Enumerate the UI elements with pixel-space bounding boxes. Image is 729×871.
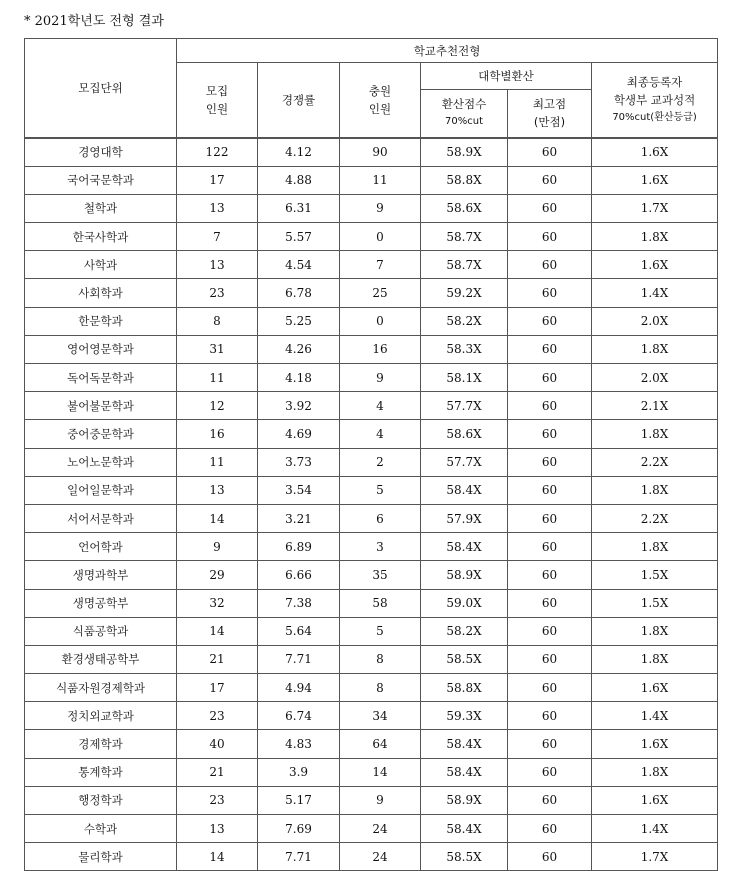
max-score-cell: 60 [508,786,592,814]
quota-cell: 14 [177,843,258,871]
unit-cell: 식품공학과 [25,617,177,645]
table-row [25,251,718,279]
table-row [25,223,718,251]
quota-cell: 12 [177,392,258,420]
max-score-cell: 60 [508,702,592,730]
quota-cell: 13 [177,815,258,843]
max-score-cell: 60 [508,730,592,758]
header-max-score: 최고점 (만점) [508,90,592,138]
additional-cell: 9 [340,364,421,392]
competition-rate-cell: 7.38 [258,589,340,617]
converted-score-cell: 58.9X [421,138,508,167]
competition-rate-cell: 7.69 [258,815,340,843]
unit-cell: 한문학과 [25,307,177,335]
unit-cell: 생명과학부 [25,561,177,589]
additional-cell: 6 [340,504,421,532]
grade-cell: 1.8X [592,645,718,673]
table-row [25,730,718,758]
quota-cell: 23 [177,786,258,814]
converted-score-cell: 58.9X [421,561,508,589]
additional-cell: 64 [340,730,421,758]
additional-cell: 9 [340,194,421,222]
competition-rate-cell: 6.74 [258,702,340,730]
table-row [25,279,718,307]
grade-cell: 1.8X [592,476,718,504]
grade-cell: 1.4X [592,702,718,730]
quota-cell: 9 [177,533,258,561]
header-school-recommendation: 학교추천전형 [177,39,718,63]
quota-cell: 16 [177,420,258,448]
converted-score-cell: 58.4X [421,533,508,561]
header-final-registrant: 최종등록자 학생부 교과성적 70%cut(환산등급) [592,63,718,138]
max-score-cell: 60 [508,138,592,167]
quota-cell: 14 [177,617,258,645]
grade-cell: 1.5X [592,561,718,589]
additional-cell: 16 [340,335,421,363]
grade-cell: 1.5X [592,589,718,617]
additional-cell: 2 [340,448,421,476]
competition-rate-cell: 5.57 [258,223,340,251]
competition-rate-cell: 4.12 [258,138,340,167]
competition-rate-cell: 3.21 [258,504,340,532]
grade-cell: 2.2X [592,448,718,476]
quota-cell: 21 [177,758,258,786]
additional-cell: 11 [340,166,421,194]
quota-cell: 13 [177,194,258,222]
quota-cell: 31 [177,335,258,363]
additional-cell: 35 [340,561,421,589]
competition-rate-cell: 4.18 [258,364,340,392]
additional-cell: 4 [340,392,421,420]
grade-cell: 1.7X [592,194,718,222]
additional-cell: 5 [340,617,421,645]
grade-cell: 1.6X [592,786,718,814]
converted-score-cell: 58.3X [421,335,508,363]
max-score-cell: 60 [508,307,592,335]
converted-score-cell: 58.9X [421,786,508,814]
max-score-cell: 60 [508,589,592,617]
competition-rate-cell: 5.25 [258,307,340,335]
unit-cell: 식품자원경제학과 [25,674,177,702]
max-score-cell: 60 [508,251,592,279]
converted-score-cell: 58.4X [421,815,508,843]
competition-rate-cell: 4.83 [258,730,340,758]
competition-rate-cell: 4.54 [258,251,340,279]
table-row [25,448,718,476]
quota-cell: 40 [177,730,258,758]
grade-cell: 1.8X [592,420,718,448]
header-university-conversion: 대학별환산 [421,63,592,90]
table-row [25,420,718,448]
unit-cell: 환경생태공학부 [25,645,177,673]
table-body [25,138,718,871]
table-row [25,645,718,673]
quota-cell: 21 [177,645,258,673]
grade-cell: 1.8X [592,223,718,251]
quota-cell: 13 [177,251,258,279]
unit-cell: 독어독문학과 [25,364,177,392]
grade-cell: 1.8X [592,617,718,645]
competition-rate-cell: 3.9 [258,758,340,786]
converted-score-cell: 58.8X [421,674,508,702]
quota-cell: 7 [177,223,258,251]
grade-cell: 1.7X [592,843,718,871]
converted-score-cell: 58.2X [421,307,508,335]
converted-score-cell: 57.7X [421,448,508,476]
max-score-cell: 60 [508,645,592,673]
header-competition-rate: 경쟁률 [258,63,340,138]
competition-rate-cell: 3.73 [258,448,340,476]
table-row [25,166,718,194]
grade-cell: 1.8X [592,533,718,561]
converted-score-cell: 58.7X [421,223,508,251]
max-score-cell: 60 [508,392,592,420]
grade-cell: 1.6X [592,674,718,702]
table-row [25,702,718,730]
converted-score-cell: 58.4X [421,758,508,786]
table-row [25,589,718,617]
table-row [25,335,718,363]
grade-cell: 1.8X [592,758,718,786]
table-row [25,533,718,561]
additional-cell: 25 [340,279,421,307]
grade-cell: 1.6X [592,166,718,194]
converted-score-cell: 59.0X [421,589,508,617]
max-score-cell: 60 [508,533,592,561]
quota-cell: 32 [177,589,258,617]
quota-cell: 8 [177,307,258,335]
unit-cell: 언어학과 [25,533,177,561]
converted-score-cell: 59.2X [421,279,508,307]
max-score-cell: 60 [508,279,592,307]
quota-cell: 17 [177,674,258,702]
additional-cell: 5 [340,476,421,504]
competition-rate-cell: 6.66 [258,561,340,589]
table-row [25,758,718,786]
additional-cell: 24 [340,815,421,843]
converted-score-cell: 58.2X [421,617,508,645]
additional-cell: 0 [340,223,421,251]
unit-cell: 경영대학 [25,138,177,167]
table-row [25,392,718,420]
unit-cell: 생명공학부 [25,589,177,617]
table-row [25,504,718,532]
unit-cell: 물리학과 [25,843,177,871]
unit-cell: 영어영문학과 [25,335,177,363]
unit-cell: 행정학과 [25,786,177,814]
max-score-cell: 60 [508,223,592,251]
additional-cell: 8 [340,674,421,702]
unit-cell: 경제학과 [25,730,177,758]
unit-cell: 중어중문학과 [25,420,177,448]
additional-cell: 9 [340,786,421,814]
max-score-cell: 60 [508,420,592,448]
table-header [25,39,718,138]
admission-results-table [24,38,718,871]
additional-cell: 58 [340,589,421,617]
grade-cell: 2.0X [592,307,718,335]
additional-cell: 7 [340,251,421,279]
max-score-cell: 60 [508,194,592,222]
max-score-cell: 60 [508,758,592,786]
additional-cell: 34 [340,702,421,730]
converted-score-cell: 58.4X [421,476,508,504]
max-score-cell: 60 [508,674,592,702]
converted-score-cell: 57.9X [421,504,508,532]
header-converted-score: 환산점수 70%cut [421,90,508,138]
max-score-cell: 60 [508,617,592,645]
unit-cell: 통계학과 [25,758,177,786]
table-row [25,194,718,222]
converted-score-cell: 58.6X [421,194,508,222]
converted-score-cell: 59.3X [421,702,508,730]
table-row [25,843,718,871]
page-title: * 2021학년도 전형 결과 [24,14,164,29]
additional-cell: 14 [340,758,421,786]
table-row [25,786,718,814]
competition-rate-cell: 4.88 [258,166,340,194]
max-score-cell: 60 [508,364,592,392]
competition-rate-cell: 4.94 [258,674,340,702]
grade-cell: 1.4X [592,815,718,843]
grade-cell: 2.0X [592,364,718,392]
unit-cell: 서어서문학과 [25,504,177,532]
grade-cell: 2.2X [592,504,718,532]
quota-cell: 17 [177,166,258,194]
unit-cell: 수학과 [25,815,177,843]
table-row [25,138,718,167]
additional-cell: 0 [340,307,421,335]
table-row [25,561,718,589]
grade-cell: 1.6X [592,251,718,279]
converted-score-cell: 58.8X [421,166,508,194]
unit-cell: 한국사학과 [25,223,177,251]
max-score-cell: 60 [508,448,592,476]
converted-score-cell: 58.4X [421,730,508,758]
competition-rate-cell: 7.71 [258,645,340,673]
unit-cell: 정치외교학과 [25,702,177,730]
table-row [25,617,718,645]
table-row [25,476,718,504]
competition-rate-cell: 7.71 [258,843,340,871]
competition-rate-cell: 3.92 [258,392,340,420]
grade-cell: 1.8X [592,335,718,363]
grade-cell: 2.1X [592,392,718,420]
competition-rate-cell: 5.64 [258,617,340,645]
unit-cell: 일어일문학과 [25,476,177,504]
max-score-cell: 60 [508,561,592,589]
converted-score-cell: 57.7X [421,392,508,420]
converted-score-cell: 58.1X [421,364,508,392]
unit-cell: 불어불문학과 [25,392,177,420]
additional-cell: 90 [340,138,421,167]
competition-rate-cell: 5.17 [258,786,340,814]
additional-cell: 8 [340,645,421,673]
competition-rate-cell: 4.26 [258,335,340,363]
competition-rate-cell: 3.54 [258,476,340,504]
grade-cell: 1.6X [592,138,718,167]
header-additional: 충원 인원 [340,63,421,138]
unit-cell: 노어노문학과 [25,448,177,476]
competition-rate-cell: 6.78 [258,279,340,307]
quota-cell: 14 [177,504,258,532]
quota-cell: 11 [177,364,258,392]
quota-cell: 122 [177,138,258,167]
unit-cell: 사회학과 [25,279,177,307]
max-score-cell: 60 [508,843,592,871]
header-unit: 모집단위 [25,39,177,138]
converted-score-cell: 58.7X [421,251,508,279]
unit-cell: 국어국문학과 [25,166,177,194]
additional-cell: 24 [340,843,421,871]
table-row [25,307,718,335]
converted-score-cell: 58.5X [421,645,508,673]
quota-cell: 13 [177,476,258,504]
quota-cell: 29 [177,561,258,589]
unit-cell: 사학과 [25,251,177,279]
table-row [25,674,718,702]
additional-cell: 3 [340,533,421,561]
additional-cell: 4 [340,420,421,448]
converted-score-cell: 58.6X [421,420,508,448]
competition-rate-cell: 6.89 [258,533,340,561]
max-score-cell: 60 [508,166,592,194]
grade-cell: 1.4X [592,279,718,307]
competition-rate-cell: 6.31 [258,194,340,222]
max-score-cell: 60 [508,504,592,532]
max-score-cell: 60 [508,815,592,843]
competition-rate-cell: 4.69 [258,420,340,448]
table-row [25,815,718,843]
max-score-cell: 60 [508,476,592,504]
quota-cell: 11 [177,448,258,476]
quota-cell: 23 [177,702,258,730]
max-score-cell: 60 [508,335,592,363]
unit-cell: 철학과 [25,194,177,222]
converted-score-cell: 58.5X [421,843,508,871]
header-quota: 모집 인원 [177,63,258,138]
grade-cell: 1.6X [592,730,718,758]
table-row [25,364,718,392]
quota-cell: 23 [177,279,258,307]
